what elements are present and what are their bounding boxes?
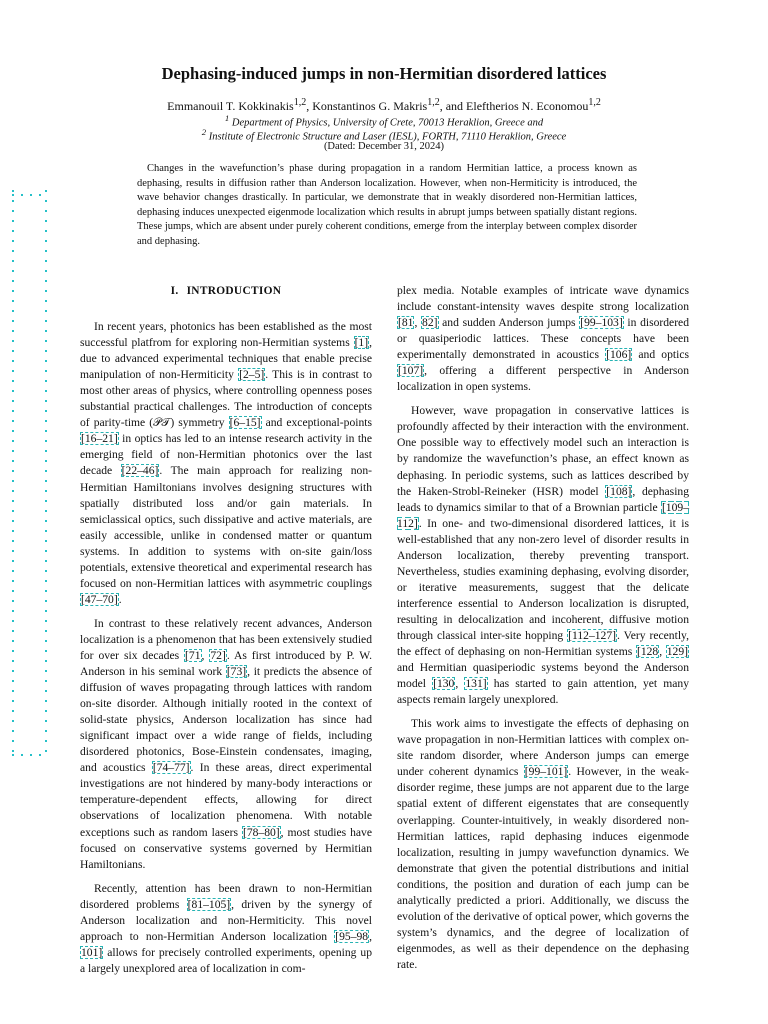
citation-link[interactable]: [47–70] — [81, 592, 118, 606]
paragraph: However, wave propagation in conservative lattices is profoundly affected by their interaction with the environment. One possible way to effectively model such an interaction is by randomize the wavefunction’s phase, an effect known as dephasing. In periodic systems, such as lattices described by the Haken-Strobl-Reineker (HSR) model [108], dephasing leads to dynamics similar to that of a Brownian particle [109–112]. In one- and two-dimensional disordered lattices, it is well-established that any non-zero level of disorder results in Anderson localization, thereby preventing transport. Nevertheless, studies examining dephasing, evolving disorder, or iterative measurements, suggest that the delicate interference essential to Anderson localization is disrupted, resulting in delocalization and incoherent, diffusive motion through classical inter-site hopping [112–127]. Very recently, the effect of dephasing on non-Hermitian systems [128, 129] and Hermitian quasiperiodic systems beyond the Anderson model [130, 131] has started to gain attention, yet many aspects remain largely unexplored. — [397, 404, 690, 707]
author-name: Konstantinos G. Makris — [312, 99, 428, 113]
citation-link[interactable]: [78–80] — [242, 825, 280, 839]
citation-link[interactable]: [106] — [606, 348, 632, 362]
citation-link[interactable]: [95–98 — [335, 929, 369, 943]
citation-link[interactable]: 82] — [422, 316, 438, 330]
left-column — [80, 283, 372, 985]
citation-link[interactable]: [6–15] — [229, 416, 261, 430]
affiliation: $^2$ Institute of Electronic Structure and Laser (IESL), FORTH, 71110 Heraklion, Greece — [201, 127, 567, 143]
author-affiliation-mark: 1,2 — [293, 97, 307, 108]
author-affiliation-mark: 1,2 — [427, 97, 440, 108]
citation-link[interactable]: [22–46] — [121, 464, 159, 478]
author-name: Emmanouil T. Kokkinakis — [167, 99, 294, 113]
citation-link[interactable]: [1] — [354, 336, 369, 350]
paragraph: In recent years, photonics has been established as the most successful platfrom for exploring non-Hermitian systems [1], due to advanced experimental techniques that enable precise manipulation of non-Hermiticity [2–5]. This is in contrast to most other areas of physics, where controlling openness poses substantial practical challenges. The introduction of concepts of parity-time (𝒫𝒯) symmetry [6–15] and exceptional-points [16–21] in optics has led to an intense research activity in the emerging field of non-Hermitian photonics over the last decade [22–46]. The main approach for realizing non-Hermitian Hamiltonians involves designing structures with spatially distributed loss and/or gain materials. In semiclassical optics, such dissipative and active materials, are easily accessible, unlike in condensed matter or quantum systems. In addition to systems with on-site gain/loss potentials, extensive theoretical and experimental research has focused on non-Hermitian lattices with asymmetric couplings [47–70]. — [80, 320, 372, 606]
arxiv-margin-stamp — [9, 190, 49, 760]
citation-link[interactable]: 101] — [81, 945, 103, 959]
citation-link[interactable]: 131] — [465, 677, 487, 691]
citation-link[interactable]: 72] — [210, 648, 226, 662]
citation-link[interactable]: [107] — [398, 364, 424, 378]
citation-link[interactable]: 129] — [666, 645, 689, 659]
citation-link[interactable]: [2–5] — [239, 368, 265, 382]
citation-link[interactable]: [112–127] — [568, 628, 617, 642]
citation-link[interactable]: [109–112] — [397, 500, 689, 530]
right-column — [397, 283, 689, 981]
citation-link[interactable]: [81–105] — [187, 897, 231, 911]
citation-link[interactable]: [71 — [185, 648, 201, 662]
citation-link[interactable]: [99–101] — [524, 765, 568, 779]
affiliation: $^1$ Department of Physics, University of Crete, 70013 Heraklion, Greece and — [224, 113, 544, 129]
citation-link[interactable]: [73] — [226, 665, 247, 679]
paragraph: In contrast to these relatively recent advances, Anderson localization is a phenomenon that has been extensively studied for over six decades [71, 72]. As first introduced by P. W. Anderson in his seminal work [73], it predicts the absence of diffusion of waves propagating through lattices with random on-site disorder. Although initially rooted in the context of solid-state physics, Anderson localization has since had significant impact over a wide range of fields, including disordered photonics, Bose-Einstein condensates, imaging, and acoustics [74–77]. In these areas, direct experimental investigations are not hindered by many-body interactions or temperature-dependent effects, allowing for direct observations of localization phenomena. With notable exceptions such as random lasers [78–80], most studies have focused on conservative systems governed by Hermitian Hamiltonians. — [80, 616, 372, 871]
citation-link[interactable]: [130 — [433, 677, 455, 691]
citation-link[interactable]: [16–21] — [81, 432, 118, 446]
abstract: Changes in the wavefunction’s phase during propagation in a random Hermitian lattice, a process known as dephasing, results in diffusion rather than Anderson localization. However, when non-Hermiticity is introduced, the wave behavior changes drastically. In particular, we demonstrate that in weakly disordered non-Hermitian lattices, dephasing induces unexpected eigenmode localization which results in abrupt jumps between spatially distant regions. These jumps, which are absent under purely coherent conditions, emerge from the interplay between complex disorder and dephasing. — [137, 163, 637, 247]
author-name: Eleftherios N. Economou — [466, 99, 589, 113]
citation-link[interactable]: [99–103] — [580, 316, 623, 330]
paper-title: Dephasing-induced jumps in non-Hermitian disordered lattices — [161, 64, 607, 83]
citation-link[interactable]: [108] — [606, 484, 632, 498]
author-list: Emmanouil T. Kokkinakis$^{1,2}$, Konstantinos G. Makris$^{1,2}$, and Eleftherios N. Economou$^{1,2}$ — [167, 97, 601, 113]
paragraph: Recently, attention has been drawn to non-Hermitian disordered problems [81–105], driven by the synergy of Anderson localization and non-Hermiticity. This novel approach to non-Hermitian Anderson localization [95–98, 101] allows for precisely controlled experiments, opening up a largely unexplored area of localization in com- — [80, 881, 373, 975]
paragraph: plex media. Notable examples of intricate wave dynamics include constant-intensity waves despite strong localization [81, 82] and sudden Anderson jumps [99–103] in disordered or quasiperiodic lattices. These concepts have been experimentally demonstrated in acoustics [106] and optics [107], offering a different perspective in Anderson localization in open systems. — [397, 284, 689, 394]
date-line: (Dated: December 31, 2024) — [323, 141, 445, 152]
paragraph: This work aims to investigate the effects of dephasing on wave propagation in non-Hermitian lattices with complex on-site random disorder, where Anderson jumps can emerge under coherent dynamics [99–101]. However, in the weak-disorder regime, these jumps are not apparent due to the large spatial extent of different eigenstates that are consequently overlapping. Counter-intuitively, in weakly disordered non-Hermitian lattices, rapid dephasing induces eigenmode localization, resulting in jumpy wavefunction dynamics. We demonstrate that given the potential distributions and initial conditions, the position and duration of each jump can be analytically predicted a priori. Additionally, we discuss the evolution of the derivative of optical power, which governs the system’s dynamics, and the degree of localization of eigenmodes, as well as their dependence on the dephasing rate. — [397, 717, 690, 971]
citation-link[interactable]: [74–77] — [152, 761, 190, 775]
author-affiliation-mark: 1,2 — [588, 97, 601, 108]
citation-link[interactable]: [81 — [398, 316, 414, 330]
citation-link[interactable]: [128 — [636, 645, 659, 659]
section-heading: I. INTRODUCTION — [170, 285, 282, 297]
